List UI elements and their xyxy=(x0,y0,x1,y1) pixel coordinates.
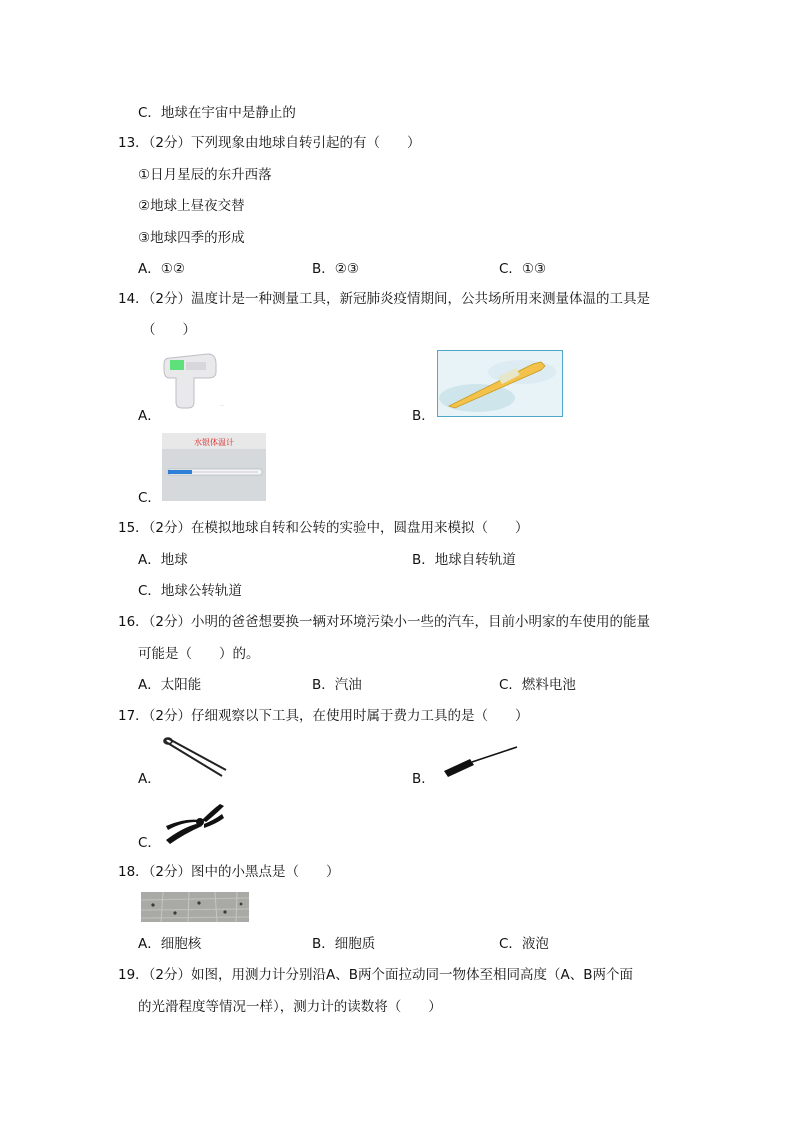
q12-option-c: C．地球在宇宙中是静止的 xyxy=(138,105,296,121)
q14-label-c: C． xyxy=(138,490,161,506)
electronic-thermometer-image xyxy=(437,350,563,417)
tongs-image xyxy=(160,736,230,780)
q16-stem-cont: 可能是（ ）的。 xyxy=(138,646,260,662)
q18-option-c: C．液泡 xyxy=(499,936,549,952)
q16-option-a: A．太阳能 xyxy=(138,677,202,693)
q15-stem: 15．（2分）在模拟地球自转和公转的实验中，圆盘用来模拟（ ） xyxy=(118,520,529,536)
q13-option-a: A．①② xyxy=(138,261,185,277)
svg-text:···: ··· xyxy=(220,403,224,408)
q13-option-b: B．②③ xyxy=(312,261,359,277)
infrared-thermometer-image xyxy=(160,350,270,410)
q19-stem-cont: 的光滑程度等情况一样），测力计的读数将（ ） xyxy=(138,999,442,1015)
q17-label-b: B． xyxy=(412,771,435,787)
mercury-thermometer-image xyxy=(162,433,266,501)
q17-label-c: C． xyxy=(138,835,161,851)
q18-option-a: A．细胞核 xyxy=(138,936,202,952)
screwdriver-image xyxy=(440,745,520,779)
q13-option-c: C．①③ xyxy=(499,261,547,277)
q13-item-2: ②地球上昼夜交替 xyxy=(138,198,245,214)
q17-stem: 17．（2分）仔细观察以下工具，在使用时属于费力工具的是（ ） xyxy=(118,708,529,724)
q15-option-b: B．地球自转轨道 xyxy=(412,552,516,568)
q14-stem: 14．（2分）温度计是一种测量工具，新冠肺炎疫情期间，公共场所用来测量体温的工具是 xyxy=(118,291,651,307)
cell-micrograph-image xyxy=(141,892,249,922)
q15-option-c: C．地球公转轨道 xyxy=(138,583,242,599)
q17-label-a: A． xyxy=(138,771,161,787)
q13-stem: 13．（2分）下列现象由地球自转引起的有（ ） xyxy=(118,135,421,151)
q14-label-a: A． xyxy=(138,408,161,424)
thermometer-label-text: 水银体温计 xyxy=(194,438,234,447)
pliers-image xyxy=(162,800,228,846)
q13-item-3: ③地球四季的形成 xyxy=(138,230,245,246)
q18-option-b: B．细胞质 xyxy=(312,936,376,952)
q16-option-c: C．燃料电池 xyxy=(499,677,576,693)
q16-option-b: B．汽油 xyxy=(312,677,362,693)
q15-option-a: A．地球 xyxy=(138,552,188,568)
q18-stem: 18．（2分）图中的小黑点是（ ） xyxy=(118,864,340,880)
q19-stem: 19．（2分）如图，用测力计分别沿A、B两个面拉动同一物体至相同高度（A、B两个面 xyxy=(118,967,634,983)
q14-label-b: B． xyxy=(412,408,435,424)
q14-stem-cont: （ ） xyxy=(142,322,196,338)
q13-item-1: ①日月星辰的东升西落 xyxy=(138,167,272,183)
q16-stem: 16．（2分）小明的爸爸想要换一辆对环境污染小一些的汽车，目前小明家的车使用的能量 xyxy=(118,614,651,630)
